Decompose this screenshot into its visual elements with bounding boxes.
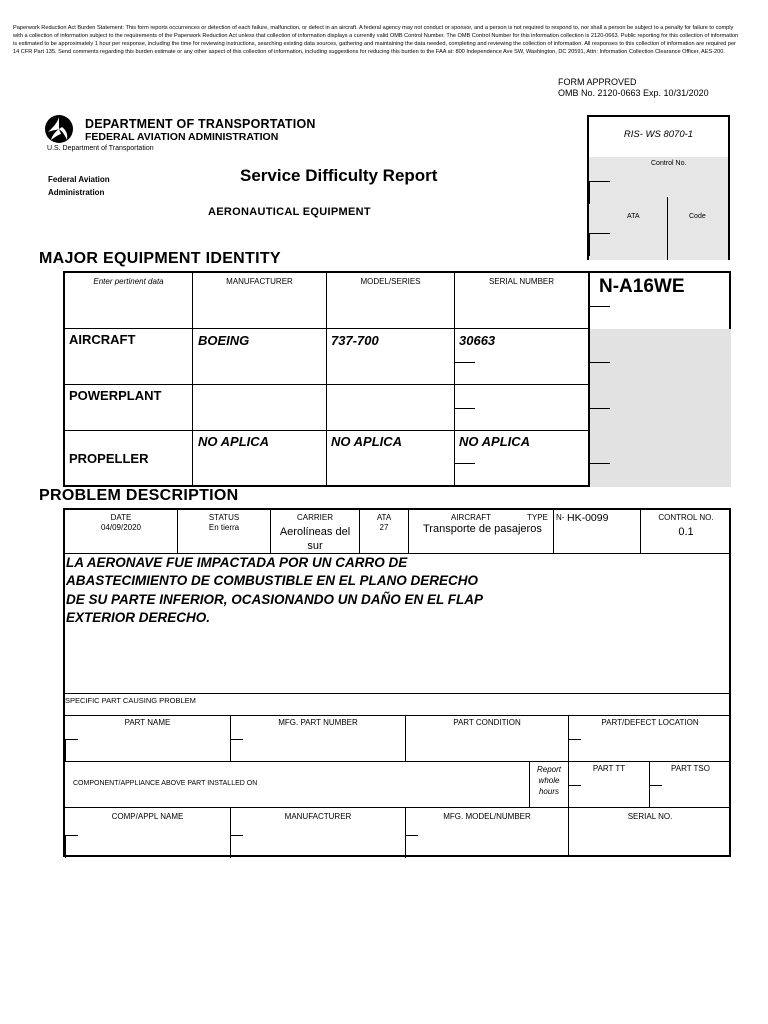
registration-number: N-A16WE (599, 276, 685, 297)
part-name-label: PART NAME (124, 718, 171, 727)
col-model: MODEL/SERIES (360, 277, 421, 286)
page-subtitle: AERONAUTICAL EQUIPMENT (208, 206, 371, 218)
ata-code-divider (667, 197, 668, 260)
aircraft-serial[interactable]: 30663 (459, 333, 496, 348)
status-value[interactable]: En tierra (208, 523, 240, 532)
major-equipment-heading: MAJOR EQUIPMENT IDENTITY (39, 250, 281, 267)
aircraft-label: AIRCRAFT (451, 513, 491, 522)
registration-gray-area (590, 329, 731, 487)
form-approved-label: FORM APPROVED (558, 77, 637, 87)
code-label: Code (689, 213, 706, 220)
propeller-reg-field[interactable] (589, 463, 610, 486)
part-location-field[interactable] (568, 739, 581, 762)
faa-title: FEDERAL AVIATION ADMINISTRATION (85, 131, 279, 143)
part-tso-field[interactable] (649, 785, 662, 808)
part-defect-location-label: PART/DEFECT LOCATION (601, 718, 699, 727)
report-whole-hours (531, 764, 567, 797)
powerplant-reg-field[interactable] (589, 408, 610, 431)
date-value[interactable]: 04/09/2020 (100, 523, 142, 532)
col-serial: SERIAL NUMBER (488, 277, 555, 286)
usdot-caption: U.S. Department of Transportation (47, 145, 154, 152)
comp-manufacturer-label: MANUFACTURER (284, 812, 352, 821)
comp-name-label: COMP/APPL NAME (111, 812, 184, 821)
part-tt-field[interactable] (568, 785, 581, 808)
control-no-label: Control No. (651, 160, 687, 167)
burden-statement: Paperwork Reduction Act Burden Statement: This form reports occurrences or detection of each failure, malfunction, or defect in an aircraft. A federal agency may not conduct or sponsor, and a person is not required to respond to, nor shall a person be subject to a penalty for failure to comply with a collection of information subject to the requirements of the Paperwork Reduction Act unless that collection of information displays a currently valid OMB Control Number. The OMB Control Number for this information collection is 2120-0663. Public reporting for this collection of information is estimated to be approximately 1 hour per response, including the time for reviewing instructions, searching existing data sources, gathering and maintaining the data needed, completing and reviewing the collection of information. All responses to this collection of information are required per 14 CFR Part 135. Send comments regarding this burden estimate or any other aspect of this collection of information, including suggestions for reducing this burden to the FAA at: 800 Independence Ave SW, Washington, DC 20591, Attn: Information Collection Clearance Officer, AES-200. (13, 25, 739, 55)
propeller-serial-field[interactable] (454, 463, 475, 486)
control-label: CONTROL NO. (658, 513, 714, 522)
aircraft-value[interactable]: Transporte de pasajeros (423, 523, 542, 535)
fed-aviation-line1: Federal Aviation (48, 175, 110, 184)
carrier-label: CARRIER (296, 513, 333, 522)
row-powerplant-label: POWERPLANT (69, 388, 162, 403)
propeller-serial[interactable]: NO APLICA (459, 434, 531, 449)
part-name-field[interactable] (65, 739, 78, 762)
component-label: COMPONENT/APPLIANCE ABOVE PART INSTALLED ON (73, 780, 258, 787)
problem-narrative[interactable]: LA AERONAVE FUE IMPACTADA POR UN CARRO DE ABASTECIMIENTO DE COMBUSTIBLE EN EL PLANO DERECHO DE SU PARTE INFERIOR, OCASIONANDO UN DAÑO EN EL FLAP EXTERIOR DERECHO. (66, 555, 483, 625)
propeller-model[interactable]: NO APLICA (331, 434, 403, 449)
ata-field-label: ATA (376, 513, 392, 522)
type-prefix: N- (556, 513, 565, 522)
col-manufacturer: MANUFACTURER (226, 277, 293, 286)
omb-number: OMB No. 2120-0663 Exp. 10/31/2020 (558, 88, 709, 98)
ris-label: RIS- WS 8070-1 (623, 129, 694, 140)
propeller-manufacturer[interactable]: NO APLICA (198, 434, 270, 449)
powerplant-serial-field[interactable] (454, 408, 475, 431)
aircraft-reg-field[interactable] (589, 362, 610, 385)
page-title: Service Difficulty Report (240, 166, 438, 185)
dot-logo-icon (44, 114, 74, 144)
aircraft-serial-field[interactable] (454, 362, 475, 385)
ris-box (587, 115, 730, 260)
form-approved (558, 77, 709, 99)
report-line3: hours (538, 787, 559, 796)
registration-field[interactable] (589, 306, 610, 329)
ata-value[interactable]: 27 (379, 523, 389, 532)
row-propeller-label: PROPELLER (69, 451, 149, 466)
type-label: TYPE (527, 513, 548, 522)
fed-aviation-line2: Administration (48, 188, 105, 197)
control-no-field[interactable] (589, 181, 610, 204)
comp-name-field[interactable] (65, 835, 78, 858)
comp-model-field[interactable] (405, 835, 418, 858)
report-line1: Report (536, 765, 561, 774)
fed-aviation-admin (48, 173, 110, 199)
comp-model-label: MFG. MODEL/NUMBER (443, 812, 531, 821)
report-line2: whole (538, 776, 560, 785)
type-value[interactable]: HK-0099 (567, 512, 609, 524)
comp-serial-label: SERIAL NO. (627, 812, 673, 821)
part-tso-label: PART TSO (671, 764, 710, 773)
status-label: STATUS (208, 513, 240, 522)
ata-field[interactable] (589, 233, 610, 256)
problem-heading: PROBLEM DESCRIPTION (39, 487, 239, 504)
mfg-part-number-field[interactable] (230, 739, 243, 762)
part-tt-label: PART TT (592, 764, 626, 773)
ata-label: ATA (627, 213, 640, 220)
carrier-value[interactable]: Aerolíneas del sur (279, 526, 351, 552)
row-aircraft-label: AIRCRAFT (69, 332, 136, 347)
date-label: DATE (110, 513, 132, 522)
specific-part-label: SPECIFIC PART CAUSING PROBLEM (65, 696, 196, 705)
col-hint: Enter pertinent data (93, 277, 164, 286)
comp-manufacturer-field[interactable] (230, 835, 243, 858)
part-condition-label: PART CONDITION (453, 718, 521, 727)
aircraft-manufacturer[interactable]: BOEING (198, 333, 250, 348)
control-value[interactable]: 0.1 (678, 526, 694, 538)
aircraft-model[interactable]: 737-700 (331, 333, 379, 348)
major-equipment-table (63, 271, 731, 487)
dept-title: DEPARTMENT OF TRANSPORTATION (85, 117, 316, 131)
mfg-part-number-label: MFG. PART NUMBER (278, 718, 358, 727)
